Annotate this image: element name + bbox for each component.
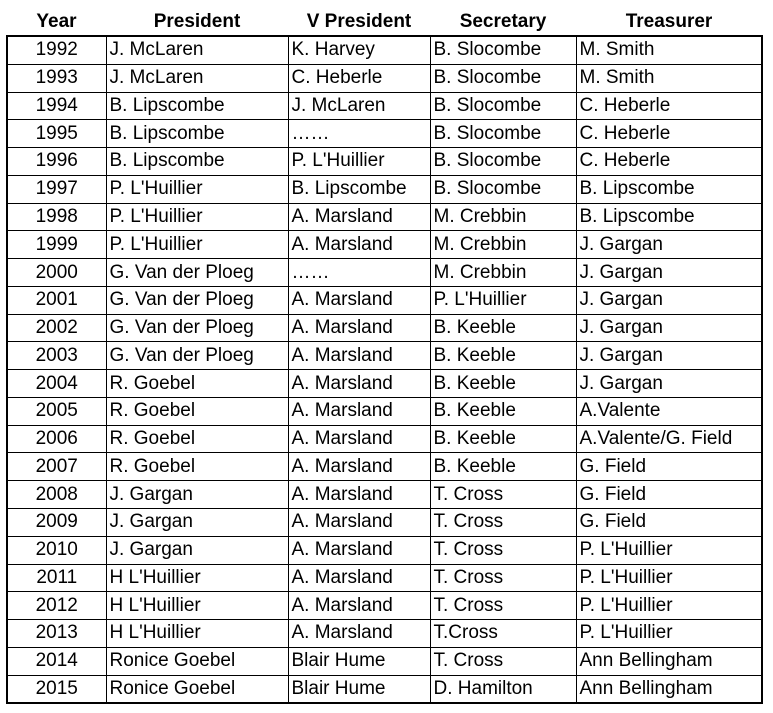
year-cell: 1999 <box>7 231 106 259</box>
vice-president-cell: A. Marsland <box>288 397 430 425</box>
year-cell: 2000 <box>7 259 106 287</box>
vice-president-cell: B. Lipscombe <box>288 175 430 203</box>
treasurer-cell: Ann Bellingham <box>576 675 762 703</box>
secretary-cell: B. Slocombe <box>430 64 576 92</box>
president-cell: G. Van der Ploeg <box>106 259 288 287</box>
table-body <box>7 36 762 703</box>
year-cell: 2008 <box>7 481 106 509</box>
vice-president-cell: A. Marsland <box>288 342 430 370</box>
secretary-cell: B. Slocombe <box>430 92 576 120</box>
year-cell: 2012 <box>7 592 106 620</box>
treasurer-cell: P. L'Huillier <box>576 536 762 564</box>
president-cell: P. L'Huillier <box>106 203 288 231</box>
vice-president-cell: A. Marsland <box>288 620 430 648</box>
vice-president-cell: A. Marsland <box>288 536 430 564</box>
treasurer-cell: J. Gargan <box>576 231 762 259</box>
secretary-cell: B. Slocombe <box>430 148 576 176</box>
president-cell: H L'Huillier <box>106 564 288 592</box>
vice-president-cell: A. Marsland <box>288 286 430 314</box>
secretary-cell: B. Keeble <box>430 425 576 453</box>
year-cell: 2015 <box>7 675 106 703</box>
year-cell: 1992 <box>7 36 106 64</box>
secretary-cell: B. Keeble <box>430 314 576 342</box>
table-row <box>7 36 762 64</box>
year-cell: 2009 <box>7 509 106 537</box>
year-cell: 2005 <box>7 397 106 425</box>
president-cell: J. McLaren <box>106 64 288 92</box>
table-row <box>7 592 762 620</box>
president-cell: G. Van der Ploeg <box>106 286 288 314</box>
vice-president-cell: K. Harvey <box>288 36 430 64</box>
president-cell: Ronice Goebel <box>106 675 288 703</box>
year-cell: 2004 <box>7 370 106 398</box>
vice-president-cell: A. Marsland <box>288 453 430 481</box>
president-cell: J. Gargan <box>106 509 288 537</box>
table-row <box>7 425 762 453</box>
president-cell: R. Goebel <box>106 397 288 425</box>
secretary-cell: P. L'Huillier <box>430 286 576 314</box>
header-treasurer: Treasurer <box>625 10 713 32</box>
secretary-cell: M. Crebbin <box>430 259 576 287</box>
treasurer-cell: M. Smith <box>576 64 762 92</box>
treasurer-cell: C. Heberle <box>576 120 762 148</box>
header-row <box>7 8 762 36</box>
president-cell: Ronice Goebel <box>106 647 288 675</box>
treasurer-cell: Ann Bellingham <box>576 647 762 675</box>
table-row <box>7 536 762 564</box>
vice-president-cell: …… <box>288 120 430 148</box>
year-cell: 2011 <box>7 564 106 592</box>
secretary-cell: T.Cross <box>430 620 576 648</box>
year-cell: 1995 <box>7 120 106 148</box>
treasurer-cell: G. Field <box>576 509 762 537</box>
secretary-cell: T. Cross <box>430 564 576 592</box>
table-row <box>7 397 762 425</box>
vice-president-cell: A. Marsland <box>288 425 430 453</box>
treasurer-cell: J. Gargan <box>576 370 762 398</box>
secretary-cell: M. Crebbin <box>430 203 576 231</box>
treasurer-cell: P. L'Huillier <box>576 592 762 620</box>
year-cell: 1993 <box>7 64 106 92</box>
table-row <box>7 286 762 314</box>
vice-president-cell: A. Marsland <box>288 231 430 259</box>
treasurer-cell: A.Valente/G. Field <box>576 425 762 453</box>
president-cell: R. Goebel <box>106 453 288 481</box>
header-vice-president: V President <box>306 10 412 32</box>
table-row <box>7 620 762 648</box>
president-cell: G. Van der Ploeg <box>106 342 288 370</box>
vice-president-cell: A. Marsland <box>288 481 430 509</box>
president-cell: J. McLaren <box>106 36 288 64</box>
treasurer-cell: P. L'Huillier <box>576 620 762 648</box>
table-row <box>7 92 762 120</box>
treasurer-cell: J. Gargan <box>576 259 762 287</box>
treasurer-cell: J. Gargan <box>576 342 762 370</box>
vice-president-cell: A. Marsland <box>288 370 430 398</box>
year-cell: 2010 <box>7 536 106 564</box>
treasurer-cell: A.Valente <box>576 397 762 425</box>
year-cell: 1997 <box>7 175 106 203</box>
vice-president-cell: Blair Hume <box>288 675 430 703</box>
treasurer-cell: J. Gargan <box>576 286 762 314</box>
vice-president-cell: A. Marsland <box>288 564 430 592</box>
treasurer-cell: M. Smith <box>576 36 762 64</box>
treasurer-cell: B. Lipscombe <box>576 203 762 231</box>
vice-president-cell: A. Marsland <box>288 592 430 620</box>
year-cell: 2002 <box>7 314 106 342</box>
table-row <box>7 370 762 398</box>
secretary-cell: B. Slocombe <box>430 120 576 148</box>
vice-president-cell: J. McLaren <box>288 92 430 120</box>
table-header <box>7 8 762 36</box>
president-cell: R. Goebel <box>106 425 288 453</box>
header-secretary: Secretary <box>459 10 547 32</box>
treasurer-cell: J. Gargan <box>576 314 762 342</box>
secretary-cell: D. Hamilton <box>430 675 576 703</box>
table-row <box>7 148 762 176</box>
year-cell: 2001 <box>7 286 106 314</box>
president-cell: R. Goebel <box>106 370 288 398</box>
president-cell: H L'Huillier <box>106 592 288 620</box>
table-row <box>7 64 762 92</box>
secretary-cell: M. Crebbin <box>430 231 576 259</box>
table-row <box>7 120 762 148</box>
year-cell: 2006 <box>7 425 106 453</box>
treasurer-cell: C. Heberle <box>576 92 762 120</box>
table-row <box>7 314 762 342</box>
secretary-cell: B. Keeble <box>430 342 576 370</box>
president-cell: J. Gargan <box>106 481 288 509</box>
year-cell: 2013 <box>7 620 106 648</box>
table-row <box>7 481 762 509</box>
secretary-cell: T. Cross <box>430 509 576 537</box>
table-row <box>7 564 762 592</box>
year-cell: 1994 <box>7 92 106 120</box>
president-cell: B. Lipscombe <box>106 120 288 148</box>
table-row <box>7 647 762 675</box>
table-row <box>7 231 762 259</box>
table-row <box>7 675 762 703</box>
year-cell: 1998 <box>7 203 106 231</box>
secretary-cell: B. Slocombe <box>430 175 576 203</box>
table-row <box>7 203 762 231</box>
year-cell: 2014 <box>7 647 106 675</box>
treasurer-cell: G. Field <box>576 481 762 509</box>
secretary-cell: T. Cross <box>430 536 576 564</box>
treasurer-cell: B. Lipscombe <box>576 175 762 203</box>
table-row <box>7 509 762 537</box>
secretary-cell: T. Cross <box>430 481 576 509</box>
vice-president-cell: Blair Hume <box>288 647 430 675</box>
president-cell: P. L'Huillier <box>106 231 288 259</box>
treasurer-cell: G. Field <box>576 453 762 481</box>
office-holders-table <box>6 8 763 704</box>
secretary-cell: B. Keeble <box>430 453 576 481</box>
header-year: Year <box>36 10 77 32</box>
vice-president-cell: A. Marsland <box>288 314 430 342</box>
vice-president-cell: C. Heberle <box>288 64 430 92</box>
secretary-cell: B. Keeble <box>430 397 576 425</box>
president-cell: H L'Huillier <box>106 620 288 648</box>
year-cell: 2007 <box>7 453 106 481</box>
secretary-cell: B. Slocombe <box>430 36 576 64</box>
president-cell: B. Lipscombe <box>106 92 288 120</box>
secretary-cell: T. Cross <box>430 647 576 675</box>
secretary-cell: T. Cross <box>430 592 576 620</box>
vice-president-cell: A. Marsland <box>288 509 430 537</box>
president-cell: B. Lipscombe <box>106 148 288 176</box>
table-row <box>7 453 762 481</box>
president-cell: J. Gargan <box>106 536 288 564</box>
table-row <box>7 342 762 370</box>
table-row <box>7 175 762 203</box>
president-cell: P. L'Huillier <box>106 175 288 203</box>
table-row <box>7 259 762 287</box>
treasurer-cell: P. L'Huillier <box>576 564 762 592</box>
vice-president-cell: …… <box>288 259 430 287</box>
year-cell: 2003 <box>7 342 106 370</box>
president-cell: G. Van der Ploeg <box>106 314 288 342</box>
vice-president-cell: A. Marsland <box>288 203 430 231</box>
header-president: President <box>153 10 241 32</box>
treasurer-cell: C. Heberle <box>576 148 762 176</box>
vice-president-cell: P. L'Huillier <box>288 148 430 176</box>
secretary-cell: B. Keeble <box>430 370 576 398</box>
year-cell: 1996 <box>7 148 106 176</box>
